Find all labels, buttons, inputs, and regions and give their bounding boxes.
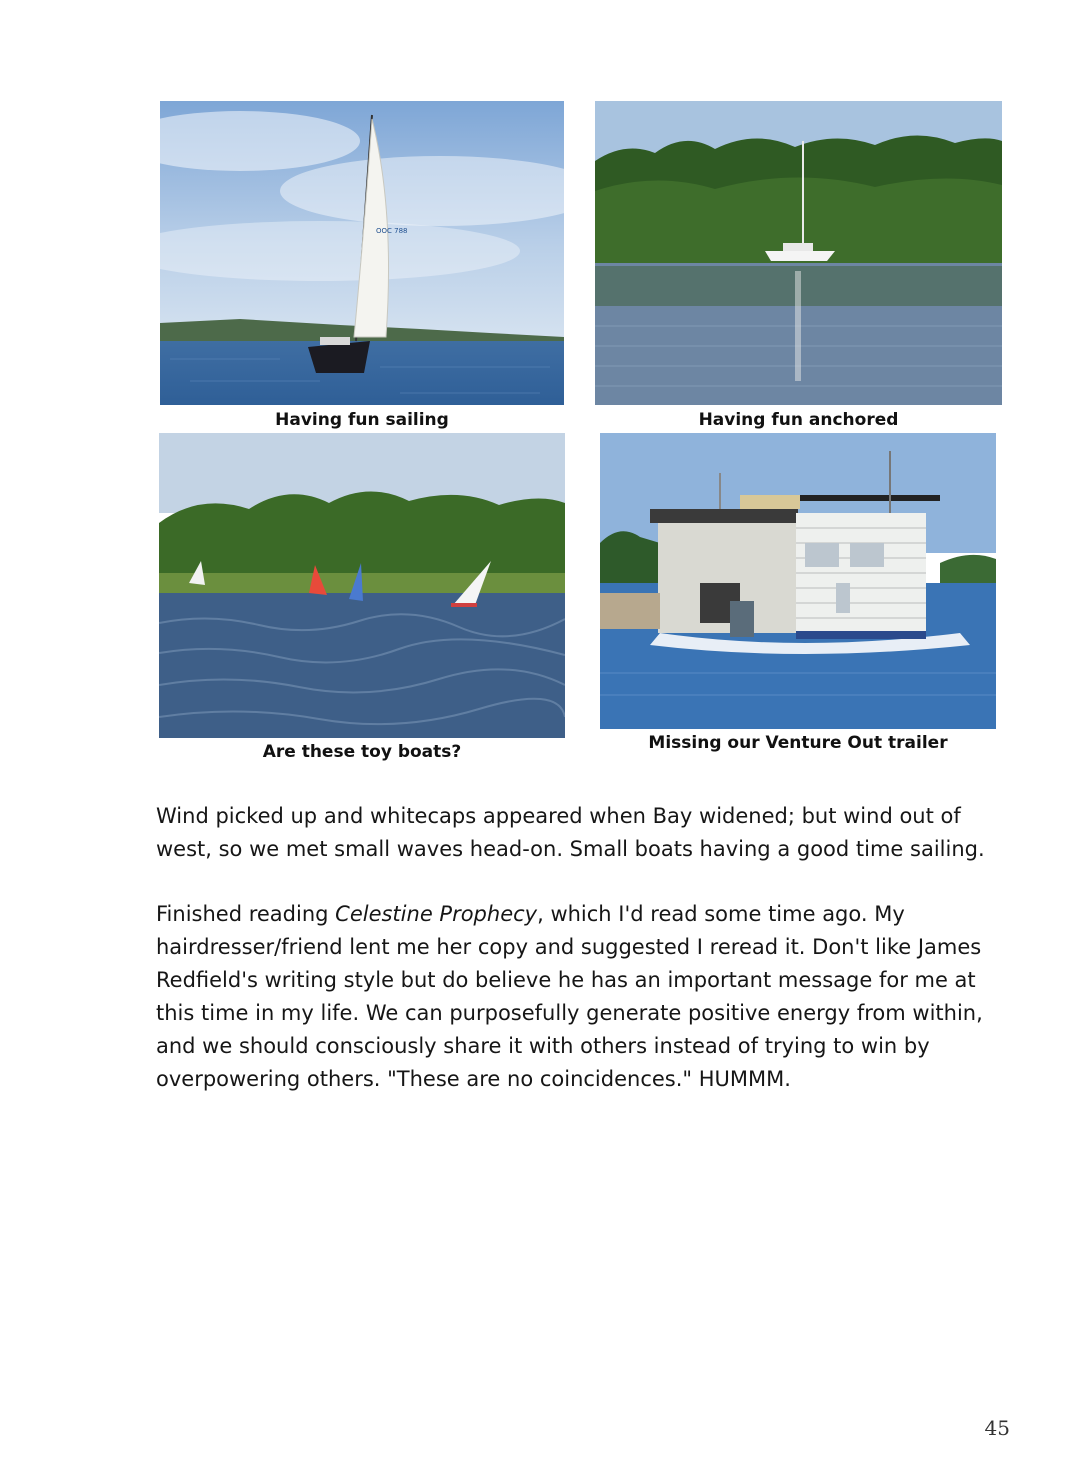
caption-houseboat: Missing our Venture Out trailer — [648, 733, 948, 753]
caption-anchored: Having fun anchored — [698, 410, 899, 430]
photo-houseboat — [600, 433, 996, 729]
paragraph-reading-intro: Finished reading — [156, 902, 336, 926]
paragraph-wind — [156, 800, 1016, 866]
photo-sailboat — [160, 101, 564, 405]
paragraph-reading-text — [156, 898, 1016, 1096]
paragraph-reading — [156, 898, 1016, 1096]
book-title: Celestine Prophecy — [335, 902, 538, 926]
sail-number: OOC 788 — [376, 227, 408, 235]
photo-toy-boats — [159, 433, 565, 738]
caption-toy-boats: Are these toy boats? — [262, 742, 462, 762]
caption-sailing: Having fun sailing — [275, 410, 449, 430]
paragraph-wind-text: Wind picked up and whitecaps appeared when Bay widened; but wind out of west, so we met small waves head-on. Small boats having a good time sailing. — [156, 804, 985, 861]
page-number: 45 — [984, 1416, 1010, 1440]
photo-anchored-boat — [595, 101, 1002, 405]
paragraph-reading-rest: , which I'd read some time ago. My hairdresser/friend lent me her copy and suggested I reread it. Don't like James Redfield's writing style but do believe he has an important message for me at this time in my life. We can purposefully generate positive energy from within, and we should consciously share it with others instead of trying to win by overpowering others. "These are no coincidences." HUMMM. — [156, 902, 983, 1091]
